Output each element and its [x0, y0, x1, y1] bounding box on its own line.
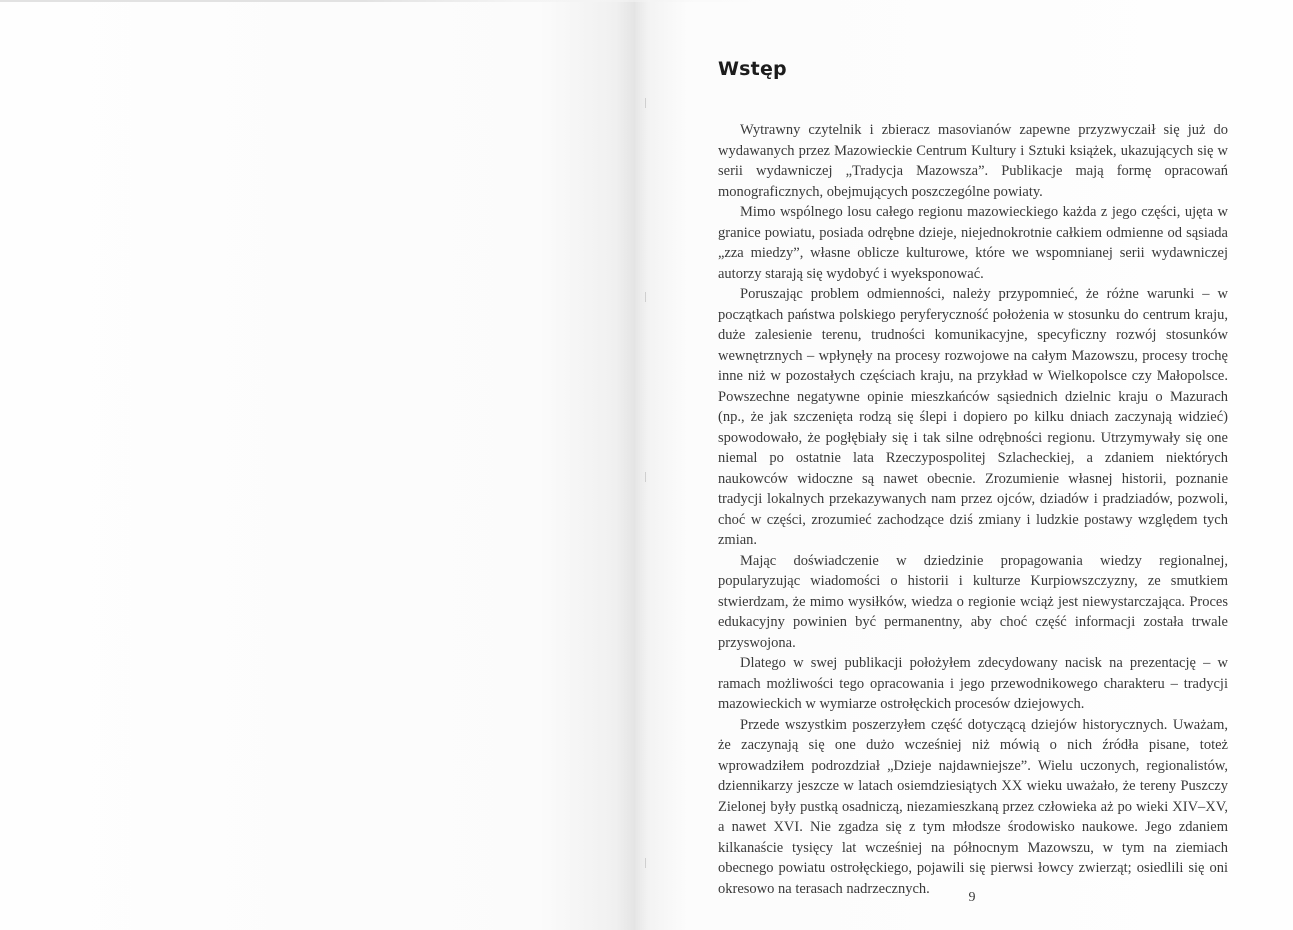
gutter-mark: [645, 858, 646, 868]
paragraph: Dlatego w swej publikacji położyłem zdecydowany nacisk na prezentację – w ramach możliwości tego opracowania i jego przewodnikowego charakteru – tradycji mazowieckich w wymiarze ostrołęckich procesów dziejowych.: [718, 655, 1228, 712]
body-text: [718, 120, 1228, 899]
page-top-edge: [0, 0, 1293, 2]
page-number: 9: [968, 890, 976, 905]
gutter-mark: [645, 98, 646, 108]
paragraph: Mimo wspólnego losu całego regionu mazowieckiego każda z jego części, ujęta w granice powiatu, posiada odrębne dzieje, niejednokrotnie całkiem odmienne od sąsiada „zza miedzy”, własne oblicze kulturowe, które we wspomnianej serii wydawniczej autorzy starają się wydobyć i wyeksponować.: [718, 204, 1228, 282]
gutter-mark: [645, 292, 646, 302]
left-page-blank: [0, 0, 635, 930]
chapter-heading: Wstęp: [718, 58, 787, 80]
paragraph: Mając doświadczenie w dziedzinie propagowania wiedzy regionalnej, popularyzując wiadomości o historii i kulturze Kurpiowszczyzny, ze smutkiem stwierdzam, że mimo wysiłków, wiedza o regionie wciąż jest niewystarczająca. Proces edukacyjny powinien być permanentny, aby choć część informacji została trwale przyswojona.: [718, 552, 1228, 651]
paragraph: Poruszając problem odmienności, należy przypomnieć, że różne warunki – w początkach państwa polskiego peryferyczność położenia w stosunku do centrum kraju, duże zalesienie terenu, trudności komunikacyjne, specyficzny rozwój stosunków wewnętrznych – wpłynęły na procesy rozwojowe na całym Mazowszu, procesy trochę inne niż w pozostałych częściach kraju, na przykład w Wielkopolsce czy Małopolsce. Powszechne negatywne opinie mieszkańców sąsiednich dzielnic kraju o Mazurach (np., że jak szczenięta rodzą się ślepi i dopiero po kilku dniach zaczynają widzieć) spowodowało, że pogłębiały się i tak silne odrębności regionu. Utrzymywały się one niemal po ostatnie lata Rzeczypospolitej Szlacheckiej, a zdaniem niektórych naukowców widoczne są nawet obecnie. Zrozumienie własnej historii, poznanie tradycji lokalnych przekazywanych nam przez ojców, dziadów i pradziadów, pozwoli, choć w części, zrozumieć zachodzące dziś zmiany i ludzkie postawy względem tych zmian.: [718, 286, 1228, 548]
gutter-mark: [645, 472, 646, 482]
paragraph: Przede wszystkim poszerzyłem część dotyczącą dziejów historycznych. Uważam, że zaczynają się one dużo wcześniej niż mówią o nich źródła pisane, toteż wprowadziłem podrozdział „Dzieje najdawniejsze”. Wielu uczonych, regionalistów, dziennikarzy jeszcze w latach osiemdziesiątych XX wieku uważało, że tereny Puszczy Zielonej były pustką osadniczą, niezamieszkaną przez człowieka aż po wieki XIV–XV, a nawet XVI. Nie zgadza się z tym młodsze środowisko naukowe. Jego zdaniem kilkanaście tysięcy lat wcześniej na północnym Mazowszu, w tym na ziemiach obecnego powiatu ostrołęckiego, pojawili się pierwsi łowcy zwierząt; osiedlili się oni okresowo na terasach nadrzecznych.: [718, 716, 1228, 897]
paragraph: Wytrawny czytelnik i zbieracz masovianów zapewne przyzwyczaił się już do wydawanych przez Mazowieckie Centrum Kultury i Sztuki książek, ukazujących się w serii wydawniczej „Tradycja Mazowsza”. Publikacje mają formę opracowań monograficznych, obejmujących poszczególne powiaty.: [718, 122, 1228, 200]
